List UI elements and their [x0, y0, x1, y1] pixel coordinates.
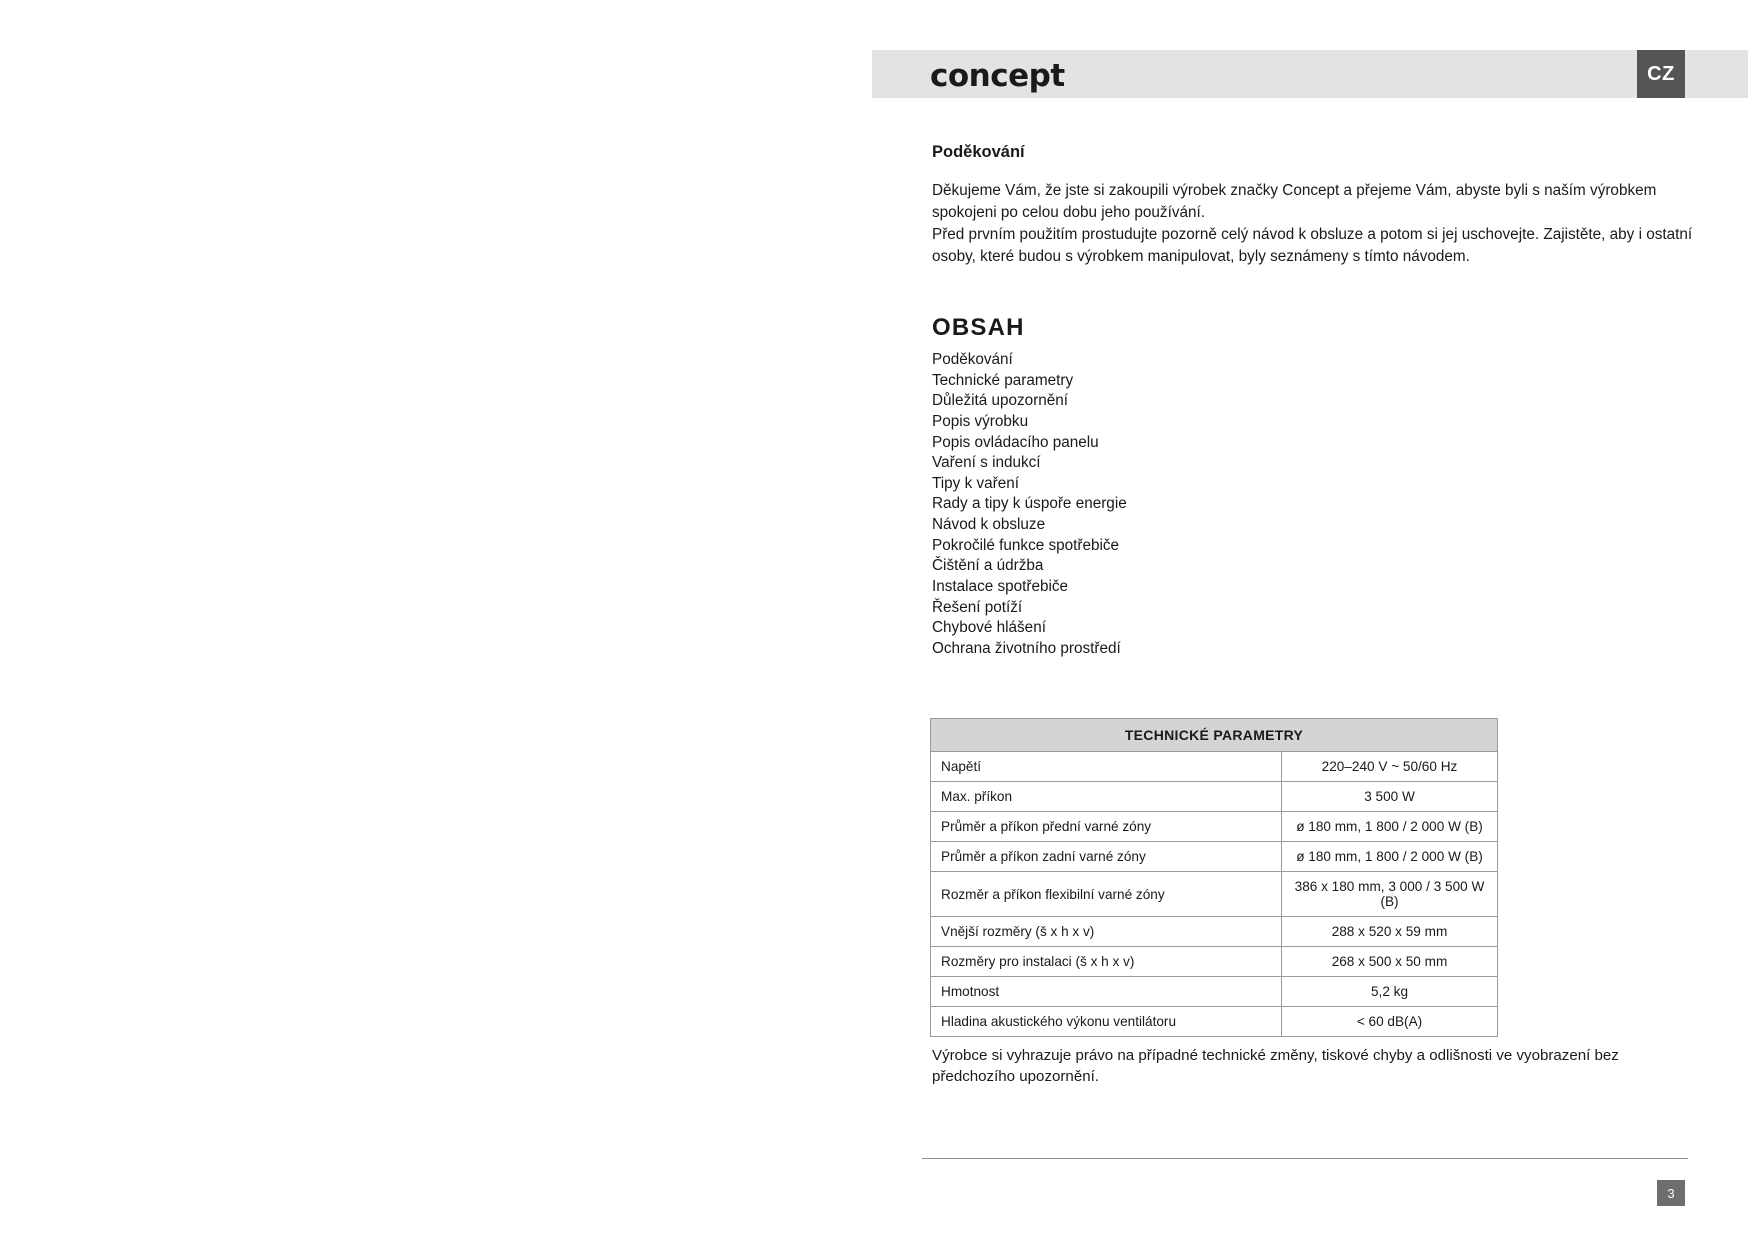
disclaimer-text: Výrobce si vyhrazuje právo na případné technické změny, tiskové chyby a odlišnosti ve vyobrazení bez předchozího upozornění.	[932, 1047, 1619, 1086]
table-cell-label: Vnější rozměry (š x h x v)	[931, 917, 1282, 947]
table-row	[931, 872, 1498, 917]
toc-item: Rady a tipy k úspoře energie	[932, 495, 1127, 513]
table-cell-label: Rozměr a příkon flexibilní varné zóny	[931, 872, 1282, 917]
technical-parameters-table	[930, 718, 1498, 1037]
toc-item: Vaření s indukcí	[932, 454, 1041, 472]
table-cell-label: Hladina akustického výkonu ventilátoru	[931, 1007, 1282, 1037]
table-cell-label: Hmotnost	[931, 977, 1282, 1007]
table-header-row	[931, 719, 1498, 752]
table-cell-value: ø 180 mm, 1 800 / 2 000 W (B)	[1282, 812, 1498, 842]
table-title: TECHNICKÉ PARAMETRY	[931, 719, 1498, 752]
table-row	[931, 782, 1498, 812]
toc-item: Technické parametry	[932, 371, 1074, 389]
thanks-paragraph: Před prvním použitím prostudujte pozorně celý návod k obsluze a potom si jej uschovejte. Zajistěte, aby i ostatní osoby, které budou s výrobkem manipulovat, byly seznámeny s tímto návodem.	[932, 226, 1693, 266]
toc-heading: OBSAH	[932, 314, 1025, 341]
thanks-heading: Poděkování	[932, 143, 1025, 161]
toc-item: Chybové hlášení	[932, 619, 1046, 637]
toc-list	[932, 350, 1532, 660]
toc-item: Návod k obsluze	[932, 516, 1046, 534]
toc-item: Popis ovládacího panelu	[932, 433, 1099, 451]
language-badge: CZ	[1637, 50, 1685, 98]
table-cell-value: 386 x 180 mm, 3 000 / 3 500 W (B)	[1282, 872, 1498, 917]
table-row	[931, 842, 1498, 872]
toc-item: Tipy k vaření	[932, 474, 1019, 492]
toc-item: Ochrana životního prostředí	[932, 639, 1121, 657]
toc-item: Čištění a údržba	[932, 557, 1044, 575]
table-cell-label: Průměr a příkon přední varné zóny	[931, 812, 1282, 842]
table-cell-label: Napětí	[931, 752, 1282, 782]
table-row	[931, 1007, 1498, 1037]
table-cell-value: 220–240 V ~ 50/60 Hz	[1282, 752, 1498, 782]
toc-item: Poděkování	[932, 351, 1013, 368]
table-row	[931, 977, 1498, 1007]
table-row	[931, 917, 1498, 947]
footer-divider	[922, 1158, 1688, 1159]
table-cell-value: 3 500 W	[1282, 782, 1498, 812]
page-number-badge: 3	[1657, 1180, 1685, 1206]
table-cell-label: Průměr a příkon zadní varné zóny	[931, 842, 1282, 872]
table-cell-label: Rozměry pro instalaci (š x h x v)	[931, 947, 1282, 977]
table-cell-value: 5,2 kg	[1282, 977, 1498, 1007]
disclaimer-note	[932, 1045, 1699, 1088]
brand-logo: concept	[930, 58, 1065, 94]
toc-item: Instalace spotřebiče	[932, 578, 1069, 596]
table-cell-label: Max. příkon	[931, 782, 1282, 812]
table-row	[931, 947, 1498, 977]
toc-item: Pokročilé funkce spotřebiče	[932, 536, 1120, 554]
thanks-body	[932, 180, 1699, 268]
table-cell-value: 268 x 500 x 50 mm	[1282, 947, 1498, 977]
toc-item: Řešení potíží	[932, 598, 1023, 616]
table-cell-value: ø 180 mm, 1 800 / 2 000 W (B)	[1282, 842, 1498, 872]
table-cell-value: 288 x 520 x 59 mm	[1282, 917, 1498, 947]
table-row	[931, 752, 1498, 782]
toc-item: Popis výrobku	[932, 412, 1029, 430]
toc-item: Důležitá upozornění	[932, 392, 1069, 410]
table-cell-value: < 60 dB(A)	[1282, 1007, 1498, 1037]
table-row	[931, 812, 1498, 842]
header-bar-tail	[1685, 50, 1748, 98]
thanks-paragraph: Děkujeme Vám, že jste si zakoupili výrobek značky Concept a přejeme Vám, abyste byli s naším výrobkem spokojeni po celou dobu jeho používání.	[932, 182, 1657, 221]
